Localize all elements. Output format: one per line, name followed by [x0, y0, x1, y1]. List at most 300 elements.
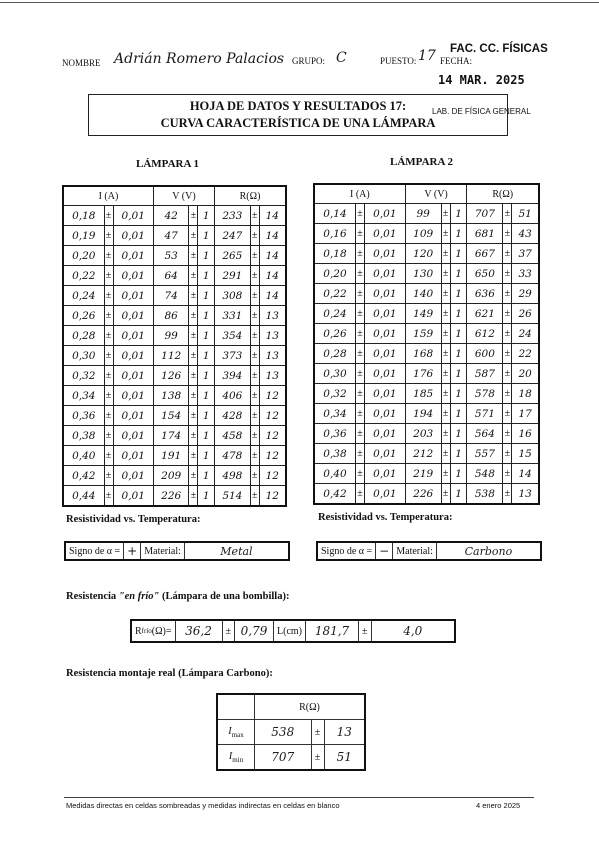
montaje-title: Resistencia montaje real (Lámpara Carbono):: [66, 668, 273, 679]
voltage-value: 140: [405, 284, 441, 304]
resistance-error: 24: [512, 324, 539, 344]
lampara1-row: [63, 426, 286, 446]
resistance-value: 667: [467, 244, 503, 264]
current-value: 0,18: [63, 206, 104, 226]
pm-symbol: ±: [104, 406, 113, 426]
pm-symbol: ±: [441, 304, 450, 324]
voltage-value: 149: [405, 304, 441, 324]
pm-symbol: ±: [355, 364, 364, 384]
imin-sub: min: [232, 755, 244, 764]
resistance-value: 587: [467, 364, 503, 384]
montaje-imin-label: [217, 745, 255, 771]
resistance-value: 498: [215, 466, 251, 486]
resistance-error: 29: [512, 284, 539, 304]
pm-symbol: ±: [355, 344, 364, 364]
pm-symbol: ±: [250, 466, 259, 486]
resistance-error: 16: [512, 424, 539, 444]
lampara2-row: [314, 384, 539, 404]
voltage-value: 194: [405, 404, 441, 424]
voltage-error: 1: [450, 304, 467, 324]
pm-symbol: ±: [441, 264, 450, 284]
current-value: 0,32: [314, 384, 355, 404]
resistance-value: 681: [467, 224, 503, 244]
current-value: 0,38: [314, 444, 355, 464]
resistance-value: 612: [467, 324, 503, 344]
pm-symbol: ±: [104, 466, 113, 486]
current-error: 0,01: [113, 366, 153, 386]
lampara1-row: [63, 466, 286, 486]
current-error: 0,01: [364, 264, 405, 284]
voltage-value: 226: [405, 484, 441, 505]
current-error: 0,01: [113, 206, 153, 226]
current-error: 0,01: [364, 344, 405, 364]
pm-symbol: ±: [503, 324, 512, 344]
pm-symbol: ±: [250, 286, 259, 306]
resistance-value: 650: [467, 264, 503, 284]
lampara2-row: [314, 444, 539, 464]
pm-symbol: ±: [441, 444, 450, 464]
resistance-error: 13: [259, 346, 286, 366]
pm-symbol: ±: [250, 486, 259, 507]
lampara2-col-i: I (A): [314, 184, 405, 204]
current-error: 0,01: [364, 204, 405, 224]
resistance-value: 636: [467, 284, 503, 304]
current-error: 0,01: [364, 424, 405, 444]
lampara2-row: [314, 344, 539, 364]
pm-symbol: ±: [503, 464, 512, 484]
resistance-value: 514: [215, 486, 251, 507]
voltage-error: 1: [198, 226, 215, 246]
current-error: 0,01: [364, 324, 405, 344]
pm-symbol: ±: [104, 386, 113, 406]
voltage-error: 1: [450, 284, 467, 304]
resistance-error: 33: [512, 264, 539, 284]
voltage-error: 1: [198, 486, 215, 507]
montaje-row-min: [217, 745, 365, 771]
pm-symbol: ±: [441, 224, 450, 244]
voltage-error: 1: [450, 424, 467, 444]
voltage-value: 138: [153, 386, 189, 406]
puesto-value: 17: [418, 48, 436, 64]
resistance-value: 233: [215, 206, 251, 226]
voltage-value: 99: [405, 204, 441, 224]
frio-r-pm: ±: [223, 621, 236, 641]
resistance-error: 37: [512, 244, 539, 264]
frio-title: [66, 591, 289, 602]
resistance-value: 394: [215, 366, 251, 386]
pm-symbol: ±: [104, 306, 113, 326]
current-error: 0,01: [364, 284, 405, 304]
current-value: 0,36: [314, 424, 355, 444]
pm-symbol: ±: [441, 324, 450, 344]
lampara1-row: [63, 366, 286, 386]
lampara2-row: [314, 264, 539, 284]
imax-sub: max: [231, 730, 244, 739]
resistance-value: 428: [215, 406, 251, 426]
current-error: 0,01: [364, 304, 405, 324]
current-value: 0,38: [63, 426, 104, 446]
title-line2: CURVA CARACTERÍSTICA DE UNA LÁMPARA: [160, 116, 436, 130]
pm-symbol: ±: [189, 326, 198, 346]
current-value: 0,26: [314, 324, 355, 344]
frio-l-err: 4,0: [403, 624, 423, 638]
pm-symbol: ±: [355, 324, 364, 344]
lampara2-row: [314, 224, 539, 244]
current-value: 0,30: [63, 346, 104, 366]
pm-symbol: ±: [441, 404, 450, 424]
frio-title-c: (Lámpara de una bombilla):: [159, 591, 290, 602]
montaje-pm-max: ±: [311, 720, 324, 745]
pm-symbol: ±: [355, 204, 364, 224]
current-value: 0,32: [63, 366, 104, 386]
pm-symbol: ±: [503, 204, 512, 224]
material-label-2: Material:: [393, 543, 437, 559]
frio-box: [130, 619, 456, 643]
lampara2-row: [314, 404, 539, 424]
current-error: 0,01: [113, 286, 153, 306]
pm-symbol: ±: [104, 246, 113, 266]
voltage-error: 1: [450, 244, 467, 264]
current-value: 0,42: [314, 484, 355, 505]
voltage-value: 168: [405, 344, 441, 364]
current-error: 0,01: [364, 364, 405, 384]
lampara1-row: [63, 206, 286, 226]
resistance-error: 12: [259, 486, 286, 507]
current-value: 0,26: [63, 306, 104, 326]
voltage-error: 1: [198, 286, 215, 306]
montaje-corner: [217, 694, 255, 720]
voltage-value: 130: [405, 264, 441, 284]
current-error: 0,01: [113, 486, 153, 507]
nombre-label: NOMBRE: [62, 58, 101, 68]
voltage-error: 1: [198, 386, 215, 406]
voltage-value: 203: [405, 424, 441, 444]
pm-symbol: ±: [250, 406, 259, 426]
pm-symbol: ±: [441, 284, 450, 304]
pm-symbol: ±: [104, 426, 113, 446]
pm-symbol: ±: [104, 286, 113, 306]
pm-symbol: ±: [355, 424, 364, 444]
voltage-value: 212: [405, 444, 441, 464]
voltage-error: 1: [450, 404, 467, 424]
stamp-lab: LAB. DE FÍSICA GENERAL: [432, 107, 531, 116]
current-value: 0,42: [63, 466, 104, 486]
footer-note: Medidas directas en celdas sombreadas y medidas indirectas en celdas en blanco: [66, 801, 340, 810]
voltage-error: 1: [198, 466, 215, 486]
pm-symbol: ±: [441, 424, 450, 444]
current-error: 0,01: [113, 326, 153, 346]
pm-symbol: ±: [250, 346, 259, 366]
pm-symbol: ±: [355, 304, 364, 324]
pm-symbol: ±: [189, 426, 198, 446]
pm-symbol: ±: [355, 464, 364, 484]
lampara1-table: [62, 185, 287, 507]
pm-symbol: ±: [250, 386, 259, 406]
frio-l-value: 181,7: [306, 621, 359, 641]
pm-symbol: ±: [189, 406, 198, 426]
lampara1-row: [63, 446, 286, 466]
montaje-col-r: R(Ω): [255, 694, 366, 720]
current-value: 0,16: [314, 224, 355, 244]
current-error: 0,01: [364, 464, 405, 484]
voltage-error: 1: [198, 246, 215, 266]
voltage-value: 185: [405, 384, 441, 404]
current-error: 0,01: [364, 484, 405, 505]
pm-symbol: ±: [250, 426, 259, 446]
resistance-error: 20: [512, 364, 539, 384]
pm-symbol: ±: [189, 286, 198, 306]
montaje-rmax: 538: [255, 720, 312, 745]
signo-label-1: Signo de α =: [66, 543, 124, 559]
pm-symbol: ±: [104, 346, 113, 366]
lampara2-row: [314, 484, 539, 505]
pm-symbol: ±: [441, 204, 450, 224]
pm-symbol: ±: [503, 264, 512, 284]
current-value: 0,22: [63, 266, 104, 286]
voltage-error: 1: [198, 406, 215, 426]
pm-symbol: ±: [503, 224, 512, 244]
current-error: 0,01: [113, 246, 153, 266]
resistance-error: 15: [512, 444, 539, 464]
lampara1-row: [63, 246, 286, 266]
voltage-error: 1: [198, 306, 215, 326]
current-value: 0,18: [314, 244, 355, 264]
pm-symbol: ±: [355, 244, 364, 264]
current-value: 0,28: [63, 326, 104, 346]
lampara1-row: [63, 406, 286, 426]
frio-r-unit: (Ω)=: [151, 625, 172, 637]
lampara2-row: [314, 364, 539, 384]
material-value-1: Metal: [220, 544, 253, 558]
lampara2-row: [314, 284, 539, 304]
frio-l-label: L(cm): [274, 621, 306, 641]
voltage-error: 1: [198, 326, 215, 346]
current-value: 0,14: [314, 204, 355, 224]
voltage-value: 120: [405, 244, 441, 264]
voltage-error: 1: [198, 266, 215, 286]
voltage-error: 1: [450, 264, 467, 284]
voltage-value: 226: [153, 486, 189, 507]
frio-l-pm: ±: [359, 621, 372, 641]
pm-symbol: ±: [189, 366, 198, 386]
lampara1-col-r: R(Ω): [215, 186, 286, 206]
resistance-error: 14: [259, 246, 286, 266]
resistance-error: 13: [259, 366, 286, 386]
lampara1-row: [63, 386, 286, 406]
frio-title-b: "en frío": [118, 591, 160, 602]
voltage-error: 1: [198, 446, 215, 466]
current-error: 0,01: [113, 386, 153, 406]
pm-symbol: ±: [355, 404, 364, 424]
resistance-value: 578: [467, 384, 503, 404]
resistance-error: 43: [512, 224, 539, 244]
montaje-rmin: 707: [255, 745, 312, 771]
pm-symbol: ±: [355, 224, 364, 244]
current-value: 0,36: [63, 406, 104, 426]
pm-symbol: ±: [441, 384, 450, 404]
current-error: 0,01: [113, 406, 153, 426]
lampara2-row: [314, 324, 539, 344]
voltage-value: 176: [405, 364, 441, 384]
resistance-error: 17: [512, 404, 539, 424]
pm-symbol: ±: [250, 366, 259, 386]
resistividad-box-1: [64, 541, 290, 561]
current-error: 0,01: [364, 384, 405, 404]
title-line1: HOJA DE DATOS Y RESULTADOS 17:: [189, 99, 407, 113]
pm-symbol: ±: [250, 206, 259, 226]
imax-letter: I: [228, 725, 232, 737]
pm-symbol: ±: [441, 484, 450, 505]
resistance-error: 12: [259, 426, 286, 446]
voltage-value: 109: [405, 224, 441, 244]
pm-symbol: ±: [355, 284, 364, 304]
montaje-pm-min: ±: [311, 745, 324, 771]
current-error: 0,01: [113, 466, 153, 486]
pm-symbol: ±: [355, 484, 364, 505]
resistance-value: 571: [467, 404, 503, 424]
current-error: 0,01: [113, 346, 153, 366]
lampara2-table: [313, 183, 540, 505]
current-error: 0,01: [113, 426, 153, 446]
pm-symbol: ±: [104, 366, 113, 386]
pm-symbol: ±: [503, 444, 512, 464]
pm-symbol: ±: [355, 444, 364, 464]
current-error: 0,01: [113, 446, 153, 466]
resistividad-box-2: [316, 541, 542, 561]
lampara2-row: [314, 464, 539, 484]
resistance-value: 265: [215, 246, 251, 266]
resistance-error: 14: [259, 286, 286, 306]
pm-symbol: ±: [104, 486, 113, 507]
voltage-error: 1: [198, 346, 215, 366]
current-value: 0,44: [63, 486, 104, 507]
lampara1-row: [63, 486, 286, 507]
voltage-value: 174: [153, 426, 189, 446]
voltage-error: 1: [450, 364, 467, 384]
resistance-error: 14: [259, 266, 286, 286]
montaje-rmax-err: 13: [324, 720, 365, 745]
pm-symbol: ±: [503, 304, 512, 324]
pm-symbol: ±: [104, 206, 113, 226]
pm-symbol: ±: [503, 404, 512, 424]
voltage-error: 1: [450, 344, 467, 364]
montaje-row-max: [217, 720, 365, 745]
pm-symbol: ±: [355, 384, 364, 404]
pm-symbol: ±: [189, 386, 198, 406]
resistance-value: 538: [467, 484, 503, 505]
current-error: 0,01: [113, 266, 153, 286]
frio-r-sub: frío: [141, 627, 152, 635]
resistance-error: 14: [259, 226, 286, 246]
frio-r-letter: R: [135, 625, 142, 637]
frio-r-value: 36,2: [176, 621, 223, 641]
resistance-value: 548: [467, 464, 503, 484]
voltage-error: 1: [198, 206, 215, 226]
pm-symbol: ±: [104, 266, 113, 286]
footer-date: 4 enero 2025: [476, 801, 521, 810]
pm-symbol: ±: [104, 326, 113, 346]
fecha-value: 14 MAR. 2025: [438, 73, 525, 87]
current-error: 0,01: [113, 306, 153, 326]
montaje-rmin-err: 51: [324, 745, 365, 771]
resistance-error: 12: [259, 466, 286, 486]
resistance-value: 478: [215, 446, 251, 466]
resistividad-title-2: Resistividad vs. Temperatura:: [318, 512, 453, 523]
current-value: 0,20: [314, 264, 355, 284]
current-error: 0,01: [113, 226, 153, 246]
pm-symbol: ±: [355, 264, 364, 284]
pm-symbol: ±: [503, 384, 512, 404]
resistividad-title-1: Resistividad vs. Temperatura:: [66, 514, 201, 525]
resistance-error: 14: [259, 206, 286, 226]
resistance-error: 51: [512, 204, 539, 224]
current-value: 0,34: [63, 386, 104, 406]
imin-letter: I: [228, 750, 233, 762]
pm-symbol: ±: [503, 344, 512, 364]
lampara1-col-i: I (A): [63, 186, 153, 206]
current-value: 0,34: [314, 404, 355, 424]
voltage-value: 42: [153, 206, 189, 226]
resistance-error: 26: [512, 304, 539, 324]
voltage-error: 1: [450, 324, 467, 344]
voltage-error: 1: [450, 444, 467, 464]
pm-symbol: ±: [250, 446, 259, 466]
resistance-error: 13: [259, 326, 286, 346]
lampara1-col-v: V (V): [153, 186, 214, 206]
voltage-value: 99: [153, 326, 189, 346]
resistance-value: 621: [467, 304, 503, 324]
pm-symbol: ±: [189, 246, 198, 266]
frio-title-a: Resistencia: [66, 591, 119, 602]
pm-symbol: ±: [441, 344, 450, 364]
resistance-value: 291: [215, 266, 251, 286]
lampara2-col-v: V (V): [405, 184, 467, 204]
montaje-imax-label: [217, 720, 255, 745]
voltage-error: 1: [450, 464, 467, 484]
pm-symbol: ±: [250, 246, 259, 266]
current-value: 0,40: [63, 446, 104, 466]
material-value-2: Carbono: [464, 544, 513, 558]
resistance-value: 600: [467, 344, 503, 364]
lampara2-col-r: R(Ω): [467, 184, 539, 204]
pm-symbol: ±: [503, 424, 512, 444]
pm-symbol: ±: [189, 486, 198, 507]
scan-top-line: [0, 2, 599, 3]
lampara1-row: [63, 266, 286, 286]
pm-symbol: ±: [250, 306, 259, 326]
voltage-error: 1: [450, 224, 467, 244]
nombre-value: Adrián Romero Palacios: [114, 51, 285, 67]
resistance-error: 12: [259, 446, 286, 466]
current-error: 0,01: [364, 404, 405, 424]
pm-symbol: ±: [189, 306, 198, 326]
voltage-value: 191: [153, 446, 189, 466]
voltage-value: 126: [153, 366, 189, 386]
current-error: 0,01: [364, 244, 405, 264]
resistance-value: 373: [215, 346, 251, 366]
voltage-error: 1: [198, 426, 215, 446]
voltage-value: 209: [153, 466, 189, 486]
current-error: 0,01: [364, 224, 405, 244]
fecha-label: FECHA:: [440, 56, 473, 66]
voltage-error: 1: [450, 484, 467, 505]
voltage-value: 53: [153, 246, 189, 266]
current-error: 0,01: [364, 444, 405, 464]
grupo-value: C: [336, 50, 347, 66]
current-value: 0,24: [314, 304, 355, 324]
title-box: [88, 94, 508, 136]
resistance-value: 308: [215, 286, 251, 306]
